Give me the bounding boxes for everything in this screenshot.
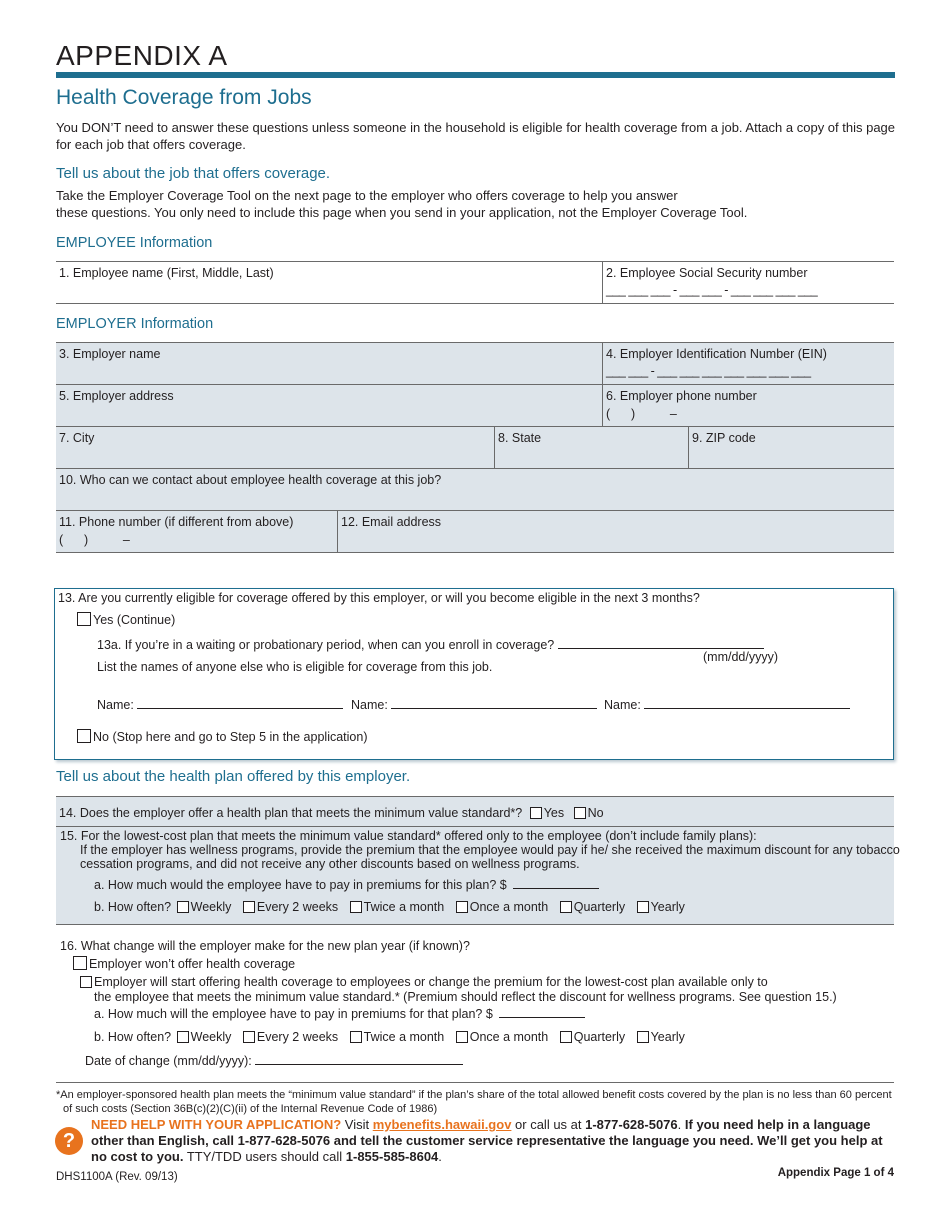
q14-row [56,796,894,827]
state-label: 8. State [498,431,542,445]
form-id: DHS1100A (Rev. 09/13) [56,1171,178,1183]
name-input-1[interactable] [137,698,343,709]
footnote-line-1: *An employer-sponsored health plan meets the “minimum value standard” if the plan’s share of the total allowed benefit costs covered by the plan is no less than 60 percent [56,1089,892,1101]
page-number: Appendix Page 1 of 4 [777,1167,894,1179]
checkbox[interactable] [177,901,189,913]
checkbox[interactable] [456,901,468,913]
q13-yes-checkbox[interactable] [77,612,91,626]
freq-every-2-weeks[interactable] [243,900,338,914]
help-language-msg: If you need help in a language other than English, call 1-877-628-5076 and tell the customer service representative the language you need. We’ll get you help at no cost to you. [91,1117,883,1164]
q13a-label: 13a. If you’re in a waiting or probationary period, when can you enroll in coverage? [97,638,555,652]
freq-twice-a-month[interactable] [350,1030,445,1044]
q14-no-checkbox[interactable] [574,807,586,819]
help-tty-phone: 1-855-585-8604 [345,1149,439,1164]
q15-line-2: If the employer has wellness programs, provide the premium that the employee would pay if he/ she received the maximum discount for any tobacco [80,843,900,857]
employee-heading: EMPLOYEE Information [56,235,213,251]
employer-phone-label: 6. Employer phone number [606,389,757,403]
checkbox[interactable] [350,901,362,913]
checkbox[interactable] [637,1031,649,1043]
q15b-row [94,900,693,914]
help-link[interactable]: mybenefits.hawaii.gov [372,1117,512,1132]
q13-name-1 [97,698,343,712]
contact-phone-mask: ( ) – [59,533,130,547]
name-label: Name: [351,698,388,712]
name-input-3[interactable] [644,698,850,709]
employer-name-label: 3. Employer name [59,347,161,361]
freq-twice-a-month[interactable] [350,900,445,914]
freq-label: Every 2 weeks [256,900,339,914]
freq-every-2-weeks[interactable] [243,1030,338,1044]
appendix-title: APPENDIX A [56,40,228,71]
freq-weekly[interactable] [177,900,232,914]
help-text [91,1117,891,1165]
q15a-label: a. How much would the employee have to pay in premiums for this plan? $ [94,878,507,892]
freq-label: Yearly [650,900,685,914]
employer-phone-mask: ( ) – [606,407,677,421]
q16b-row [94,1030,693,1044]
footnote-line-2: of such costs (Section 36B(c)(2)(C)(ii) of the Internal Revenue Code of 1986) [63,1103,438,1115]
freq-label: Once a month [469,1030,549,1044]
freq-label: Every 2 weeks [256,1030,339,1044]
q15a-amount-input[interactable] [513,878,599,889]
q13-question: 13. Are you currently eligible for coverage offered by this employer, or will you become eligible in the next 3 months? [58,591,700,605]
q13-no-checkbox[interactable] [77,729,91,743]
checkbox[interactable] [456,1031,468,1043]
q15a-row [94,878,599,892]
contact-phone-field[interactable] [56,510,337,553]
q13a-date-input[interactable] [558,638,764,649]
ssn-mask: ___ ___ ___ - ___ ___ - ___ ___ ___ ___ [606,283,818,297]
job-instructions-1: Take the Employer Coverage Tool on the next page to the employer who offers coverage to help you answer [56,188,678,203]
zip-field[interactable] [688,426,894,468]
checkbox[interactable] [560,1031,572,1043]
q16a-amount-input[interactable] [499,1007,585,1018]
freq-label: Quarterly [573,900,626,914]
employer-address-field[interactable] [56,384,602,426]
help-call-us: or call us at [511,1117,586,1132]
email-label: 12. Email address [341,515,442,529]
header-rule [56,72,895,78]
help-phone: 1-877-628-5076 [585,1117,678,1132]
q15-line-3: cessation programs, and did not receive any other discounts based on wellness programs. [80,857,580,871]
q14-label: 14. Does the employer offer a health plan that meets the minimum value standard*? [59,806,523,820]
help-question-icon: ? [55,1127,83,1155]
email-field[interactable] [337,510,894,553]
freq-yearly[interactable] [637,900,685,914]
q16a-row [94,1007,585,1021]
q14-yes-label: Yes [543,806,565,820]
q16-opt2-checkbox[interactable] [80,976,92,988]
q13-name-2 [351,698,597,712]
q13a-question [97,638,764,652]
q16-opt1-label: Employer won’t offer health coverage [89,957,296,971]
freq-label: Yearly [650,1030,685,1044]
q16a-label: a. How much will the employee have to pay in premiums for that plan? $ [94,1007,493,1021]
ein-label: 4. Employer Identification Number (EIN) [606,347,827,361]
q16-opt2-line-2: the employee that meets the minimum value standard.* (Premium should reflect the discount for wellness programs. See question 15.) [94,990,837,1004]
section-title: Health Coverage from Jobs [56,86,312,109]
checkbox[interactable] [243,901,255,913]
contact-label: 10. Who can we contact about employee health coverage at this job? [59,473,442,487]
q13a-date-format: (mm/dd/yyyy) [703,650,778,664]
q13-no-label: No (Stop here and go to Step 5 in the application) [93,730,368,744]
employer-heading: EMPLOYER Information [56,316,214,332]
help-tty: TTY/TDD users should call [183,1149,346,1164]
q13-yes-label: Yes (Continue) [93,613,176,627]
q13-list-names: List the names of anyone else who is eligible for coverage from this job. [97,660,493,674]
plan-heading: Tell us about the health plan offered by this employer. [56,768,411,785]
q13-yes-option[interactable] [77,612,175,627]
checkbox[interactable] [350,1031,362,1043]
city-field[interactable] [56,426,494,468]
intro-text: You DON’T need to answer these questions unless someone in the household is eligible for health coverage from a job. Attach a copy of this page for each job that offers coverage. [56,120,896,152]
q16-opt2-label: Employer will start offering health coverage to employees or change the premium for the lowest-cost plan available only to [94,975,768,989]
q14-no-label: No [587,806,604,820]
ein-mask: ___ ___ - ___ ___ ___ ___ ___ ___ ___ [606,364,811,378]
freq-label: Twice a month [363,1030,445,1044]
employee-ssn-field[interactable] [602,261,894,304]
freq-quarterly[interactable] [560,900,625,914]
employee-name-label: 1. Employee name (First, Middle, Last) [59,266,274,280]
employee-name-field[interactable] [56,261,602,304]
ein-field[interactable] [602,342,894,384]
help-visit: Visit [341,1117,373,1132]
contact-phone-label: 11. Phone number (if different from above) [59,515,294,529]
freq-yearly[interactable] [637,1030,685,1044]
freq-label: Twice a month [363,900,445,914]
freq-weekly[interactable] [177,1030,232,1044]
footnote-rule [56,1082,894,1083]
date-of-change-input[interactable] [255,1054,463,1065]
help-end: . [438,1149,442,1164]
name-input-2[interactable] [391,698,597,709]
date-of-change-label: Date of change (mm/dd/yyyy): [85,1054,252,1068]
state-field[interactable] [494,426,688,468]
freq-once-a-month[interactable] [456,1030,549,1044]
freq-label: Once a month [469,900,549,914]
contact-field[interactable] [56,468,894,510]
checkbox[interactable] [177,1031,189,1043]
name-label: Name: [604,698,641,712]
city-label: 7. City [59,431,95,445]
q16-question: 16. What change will the employer make for the new plan year (if known)? [60,939,470,953]
help-period: . [677,1117,682,1132]
freq-once-a-month[interactable] [456,900,549,914]
checkbox[interactable] [243,1031,255,1043]
freq-label: Weekly [190,1030,232,1044]
employer-phone-field[interactable] [602,384,894,426]
checkbox[interactable] [637,901,649,913]
help-heading: NEED HELP WITH YOUR APPLICATION? [91,1117,342,1132]
job-instructions-2: these questions. You only need to include this page when you send in your application, not the Employer Coverage Tool. [56,205,748,220]
q16-opt1[interactable] [73,956,295,971]
job-heading: Tell us about the job that offers coverage. [56,165,331,182]
name-label: Name: [97,698,134,712]
checkbox[interactable] [560,901,572,913]
q14-yes-checkbox[interactable] [530,807,542,819]
date-of-change-row [85,1054,463,1068]
zip-label: 9. ZIP code [692,431,756,445]
q15b-label: b. How often? [94,900,172,914]
q16-opt2[interactable] [80,975,768,989]
q13-name-3 [604,698,850,712]
employee-ssn-label: 2. Employee Social Security number [606,266,808,280]
freq-label: Weekly [190,900,232,914]
employer-name-field[interactable] [56,342,602,384]
q16-opt1-checkbox[interactable] [73,956,87,970]
employer-address-label: 5. Employer address [59,389,174,403]
freq-label: Quarterly [573,1030,626,1044]
q13-no-option[interactable] [77,729,368,744]
q15-line-1: 15. For the lowest-cost plan that meets the minimum value standard* offered only to the employee (don’t include family plans): [60,829,757,843]
freq-quarterly[interactable] [560,1030,625,1044]
q16b-label: b. How often? [94,1030,172,1044]
